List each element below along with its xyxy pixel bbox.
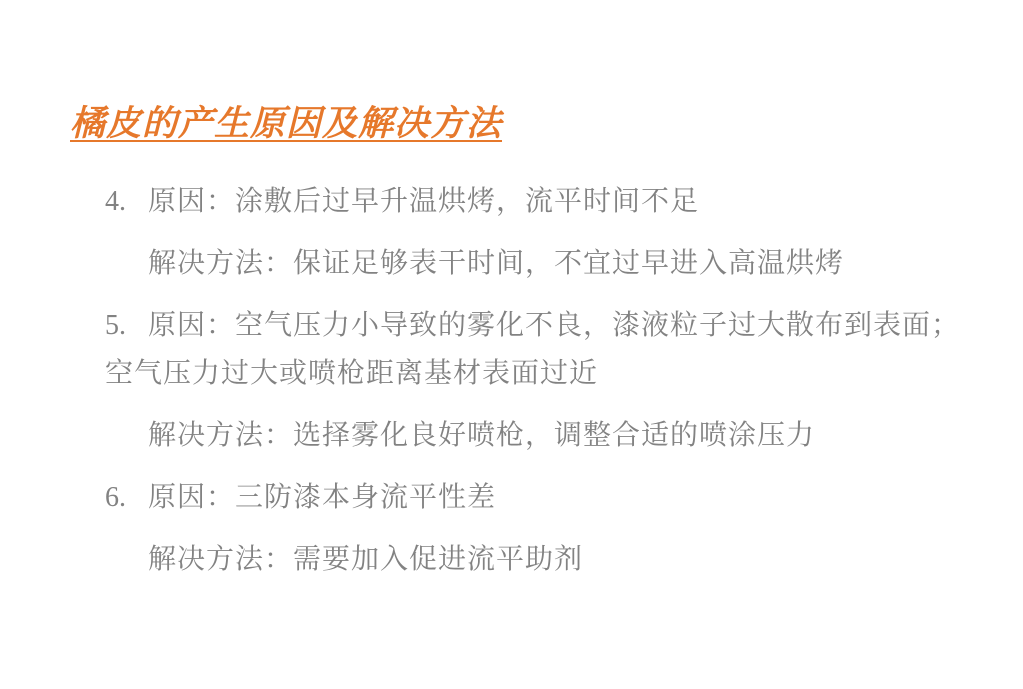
cause-text: 原因：涂敷后过早升温烘烤，流平时间不足 [148, 186, 700, 217]
cause-solution-list [0, 178, 1023, 584]
slide-title: 橘皮的产生原因及解决方法 [70, 104, 503, 143]
list-item [0, 178, 1023, 288]
item-number: 4. [105, 186, 126, 217]
cause-line [105, 178, 967, 226]
solution-text: 解决方法：选择雾化良好喷枪，调整合适的喷涂压力 [148, 420, 816, 451]
list-item [0, 302, 1023, 460]
cause-line [105, 474, 967, 522]
item-number: 6. [105, 482, 126, 513]
cause-text: 原因：空气压力小导致的雾化不良，漆液粒子过大散布到表面；空气压力过大或喷枪距离基材表面过近 [105, 310, 961, 389]
list-item [0, 474, 1023, 584]
solution-text: 解决方法：需要加入促进流平助剂 [148, 544, 584, 575]
cause-text: 原因：三防漆本身流平性差 [148, 482, 497, 513]
cause-line [105, 302, 967, 398]
item-number: 5. [105, 310, 126, 341]
solution-text: 解决方法：保证足够表干时间，不宜过早进入高温烘烤 [148, 248, 845, 279]
